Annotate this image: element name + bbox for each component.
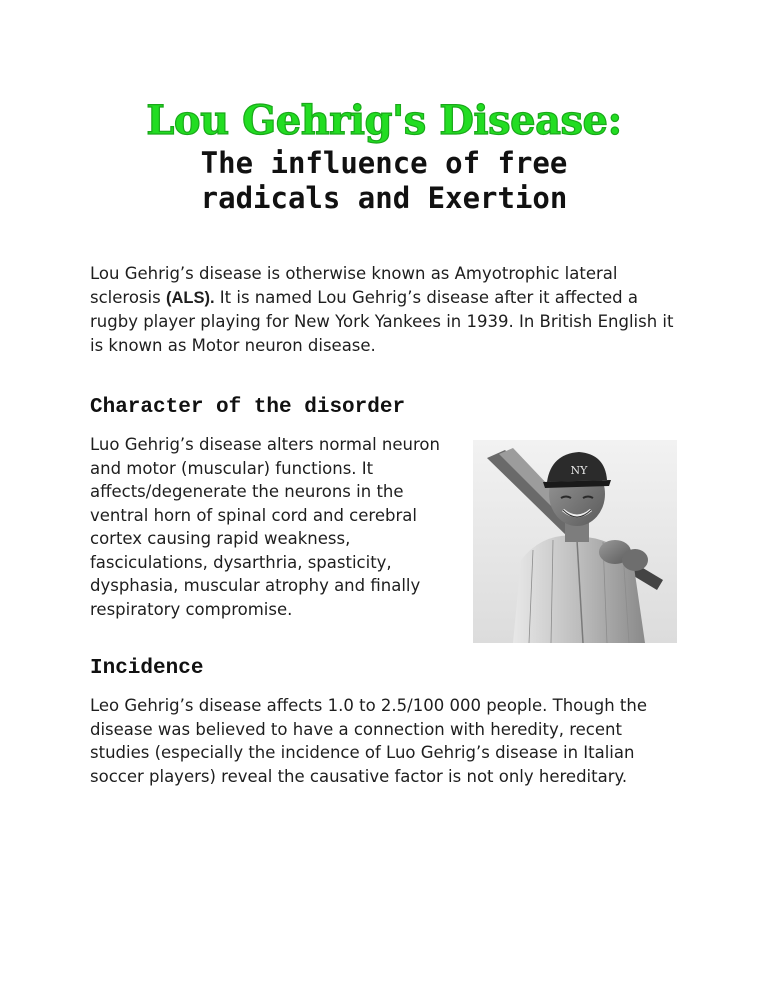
cap-logo: NY	[570, 464, 588, 477]
character-line-4: ventral horn of spinal cord and cerebral	[90, 505, 417, 525]
intro-line-2-pre: sclerosis	[90, 287, 166, 307]
character-line-3: affects/degenerate the neurons in the	[90, 482, 404, 501]
als-abbreviation: (ALS).	[165, 288, 215, 307]
document-subtitle	[0, 146, 768, 216]
character-line-7: dysphasia, muscular atrophy and finally	[90, 576, 421, 595]
incidence-line-1: Leo Gehrig’s disease affects 1.0 to 2.5/100 000 people. Though the	[90, 696, 647, 715]
character-line-5: cortex causing rapid weakness,	[90, 529, 351, 548]
subtitle-line-2: radicals and Exertion	[200, 181, 568, 215]
intro-line-3: rugby player playing for New York Yankees in 1939. In British English it	[90, 312, 674, 331]
intro-line-1: Lou Gehrig’s disease is otherwise known as Amyotrophic lateral	[90, 264, 618, 283]
intro-line-4: is known as Motor neuron disease.	[90, 335, 376, 355]
character-line-6: fasciculations, dysarthria, spasticity,	[90, 552, 392, 572]
incidence-line-4: soccer players) reveal the causative factor is not only hereditary.	[90, 766, 628, 786]
character-line-8: respiratory compromise.	[90, 599, 293, 619]
section-heading-incidence: Incidence	[90, 657, 204, 680]
subtitle-line-1: The influence of free	[200, 146, 568, 180]
intro-paragraph	[90, 262, 673, 357]
baseball-player-illustration	[473, 440, 677, 643]
document-title: Lou Gehrig's Disease:	[146, 97, 622, 144]
character-line-1: Luo Gehrig’s disease alters normal neuron	[90, 435, 440, 454]
section-heading-character: Character of the disorder	[90, 396, 406, 419]
character-paragraph	[90, 433, 440, 621]
incidence-line-2: disease was believed to have a connection with heredity, recent	[90, 719, 622, 739]
character-line-2: and motor (muscular) functions. It	[90, 458, 374, 478]
intro-line-2-post: It is named Lou Gehrig’s disease after it affected a	[214, 287, 638, 307]
baseball-player-photo	[473, 440, 677, 643]
incidence-line-3: studies (especially the incidence of Luo Gehrig’s disease in Italian	[90, 743, 635, 762]
intro-line-2	[90, 286, 673, 311]
incidence-paragraph	[90, 694, 647, 788]
